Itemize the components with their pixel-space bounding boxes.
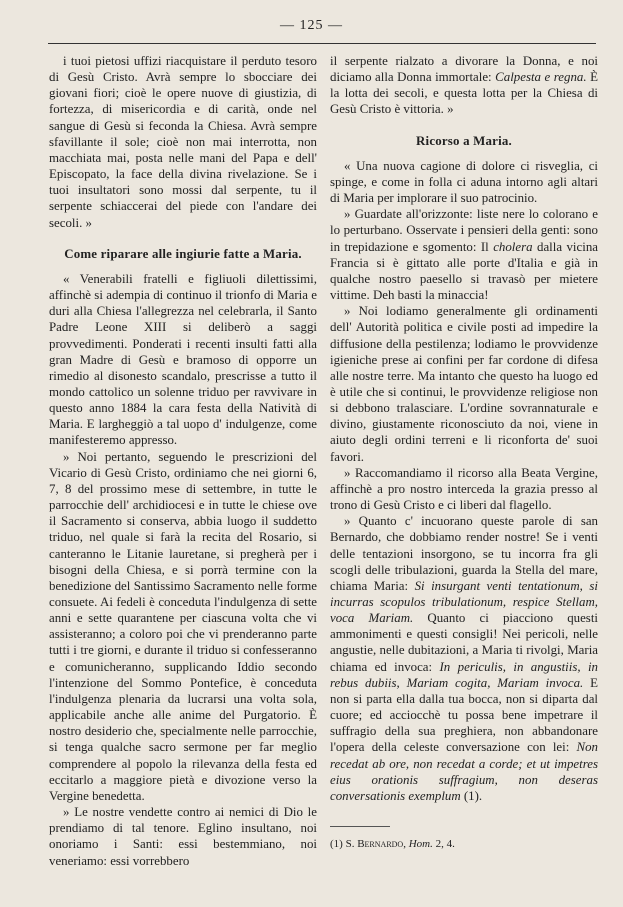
paragraph: » Raccomandiamo il ricorso alla Beata Vergine, affinchè a pro nostro interceda la grazia presso al trono di Gesù Cristo e ci liberi dal flagello. xyxy=(330,465,598,513)
footnote-ref: Hom. xyxy=(408,838,433,851)
paragraph: « Venerabili fratelli e figliuoli dilettissimi, affinchè si adempia di continuo il trionfo di Maria e duri alla Chiesa l'allegrezza nel celebrarla, il Santo Padre Leone XIII si deliberò a saggi provvedimenti. Ponderati i recenti insulti fatti alla gran Madre di Gesù e bramoso di opporre un rimedio al disonesto scandalo, prescrisse a tutto il mondo cattolico un solenne triduo per ravvivare in questo anno 1884 la cara festa della Natività di Maria. E largheggiò a tal uopo d' indulgenze, come manifesteremo appresso. xyxy=(49,271,317,448)
text-run: (1). xyxy=(460,788,483,803)
paragraph: « Una nuova cagione di dolore ci risveglia, ci spinge, e come in folla ci aduna intorno agli altari di Maria per implorare il suo patrocinio. xyxy=(330,158,598,206)
paragraph xyxy=(330,206,598,303)
paragraph: » Noi lodiamo generalmente gli ordinamenti dell' Autorità politica e civile posti ad impedire la diffusione della pestilenza; lodiamo le provvidenze igieniche prese ai confini per far cordone di difesa alle nostre terre. Ma intanto che questo ha luogo ed è utile che si continui, le provvidenze religiose non si debbono tralasciare. L'ordine sovrannaturale e divino, giustamente riconosciuto da noi, viene in aiuto degli ordini terreni e li riconforta de' suoi favori. xyxy=(330,304,598,464)
paragraph: i tuoi pietosi uffizi riacquistare il perduto tesoro di Gesù Cristo. Avrà sempre lo sbocciare dei giovani fiori; cioè le opere nuove di giustizia, di fortezza, di misericordia e di carità, onde nel sangue di Gesù si feconda la Chiesa. Avrà sempre sfavillante il sole; cioè non mai interrotta, non macchiata mai, posta nelle mani del Papa e dell' Episcopato, la face della divina rivelazione. Se i tuoi insultatori sono mossi dal serpente, tu il serpente schiaccerai del piede con l'andare dei secoli. » xyxy=(49,54,317,230)
footnote xyxy=(330,837,598,851)
paragraph: » Noi pertanto, seguendo le prescrizioni del Vicario di Gesù Cristo, ordiniamo che nei giorni 6, 7, 8 del prossimo mese di settembre, in tutte le parrocchie dell' archidiocesi e in tutte le chiese ove il Sacramento si conserva, abbia luogo il suddetto triduo, nel quale si farà la recita del Rosario, si canteranno le Litanie lauretane, si pregherà per i bisogni della Chiesa, e si porrà termine con la benedizione del Santissimo Sacramento nelle forme consuete. Ai fedeli è conceduta l'indulgenza di sette anni e sette quarantene per ciascuna volta che vi assisteranno; a coloro poi che vi prenderanno parte tutti i tre giorni, e durante il triduo si confesseranno e comunicheranno, supplicando Iddio secondo l'intenzione del Sommo Pontefice, è conceduta l'indulgenza plenaria da lucrarsi una volta sola, applicabile anche alle anime del Purgatorio. È nostro desiderio che, specialmente nelle parrocchie, si tenga qualche sacro sermone per far meglio comprendere al popolo la rilevanza della festa ed eccitarlo a maggiore pietà e divozione verso la Vergine benedetta. xyxy=(49,449,317,803)
text-run: il serpente rialzato a divorare la Donna, e noi diciamo alla Donna immortale: xyxy=(330,54,598,85)
section-heading: Ricorso a Maria. xyxy=(416,133,512,148)
header-rule xyxy=(48,43,596,44)
text-run: » Quanto c' incuorano queste parole di san Bernardo, che dobbiamo render nostre! Se i venti delle tentazioni insorgono, se tu incorra fra gli scogli delle tribulazioni, guarda la Stella del mare, chiama Maria: xyxy=(330,514,598,593)
page-number: — 125 — xyxy=(280,18,343,33)
footnote-author: Bernardo, xyxy=(357,838,406,851)
italic-text: In periculis, in angustiis, in rebus dubiis, Mariam cogita, Mariam invoca. xyxy=(330,659,598,690)
italic-text: Si insurgant venti tentationum, si incurras scopulos tribulationum, respice Stellam, voca Mariam. xyxy=(330,578,598,626)
text-run: » Guardate all'orizzonte: liste nere lo colorano e lo perturbano. Osservate i pensieri della genti: sono in trepidazione e sgomento: Il xyxy=(330,207,598,254)
italic-text: cholera xyxy=(493,239,533,254)
paragraph: » Le nostre vendette contro ai nemici di Dio le prendiamo di tal tenore. Eglino insultano, noi onoriamo i Santi: essi bestemmiano, noi veneriamo: essi vorrebbero xyxy=(49,805,317,868)
text-run: dalla vicina Francia si è gittato alle porte d'Italia e già in qualche nostro paesello si travasò per mietere vittime. Deh basti la minaccia! xyxy=(330,239,598,303)
paragraph xyxy=(330,513,598,804)
footnote-rest: 2, 4. xyxy=(432,838,455,851)
left-column xyxy=(49,53,317,869)
paragraph xyxy=(330,53,598,118)
footnote-number: (1) S. xyxy=(330,838,358,851)
text-run: E non si parta ella dalla tua bocca, non si diparta dal cuore; ed acciocchè tu possa bene impetrare il suffragio della sua preghiera, non abbandonare l'opera della celeste conversazione con lei: xyxy=(330,675,598,755)
footnote-rule xyxy=(330,826,390,827)
right-column xyxy=(330,53,598,851)
text-run: È la lotta dei secoli, e questa lotta per la Chiesa di Gesù Cristo è vittoria. » xyxy=(330,70,598,117)
italic-text: Non recedat ab ore, non recedat a corde; et ut impetres eius orationis suffragium, non deseras conversationis exemplum xyxy=(330,740,598,803)
section-heading: Come riparare alle ingiurie fatte a Maria. xyxy=(64,246,302,261)
italic-text: Calpesta e regna. xyxy=(495,70,587,85)
text-run: Quanto ci piacciono questi ammonimenti e questi consigli! Nei pericoli, nelle angustie, nelle dubitazioni, a Maria ti rivolgi, Maria chiama ed invoca: xyxy=(330,611,598,674)
